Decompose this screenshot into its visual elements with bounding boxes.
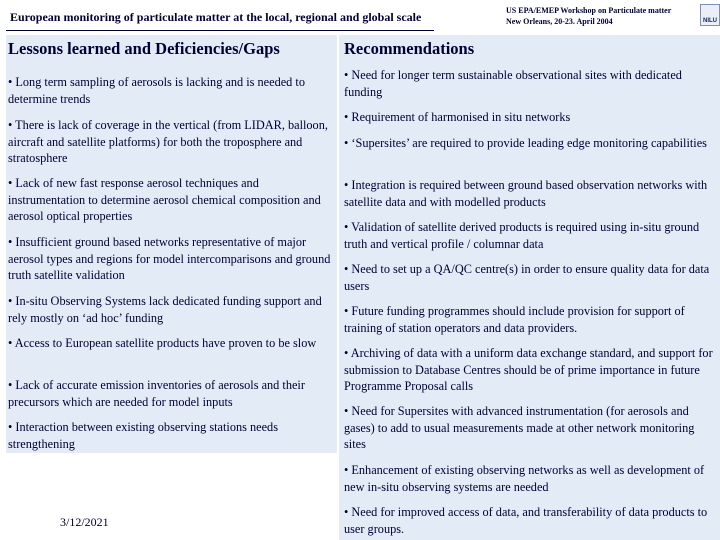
header-divider xyxy=(6,30,434,31)
conference-info xyxy=(506,5,701,27)
right-item-5: • Validation of satellite derived products is required using in-situ ground truth and vertical profile / columnar data xyxy=(344,220,700,251)
right-item-10: • Enhancement of existing observing networks as well as development of new in-situ observing systems are needed xyxy=(344,463,705,494)
right-item-2: • Requirement of harmonised in situ networks xyxy=(344,110,571,124)
right-item-7: • Future funding programmes should include provision for support of training of station operators and data providers. xyxy=(344,304,685,335)
right-item-8: • Archiving of data with a uniform data exchange standard, and support for submission to Database Centres should be of prime importance in future Programme Proposal calls xyxy=(344,346,713,393)
right-column-heading: Recommendations xyxy=(344,39,475,58)
right-item-1: • Need for longer term sustainable observational sites with dedicated funding xyxy=(344,68,682,99)
organization-logo xyxy=(700,4,720,26)
right-item-6: • Need to set up a QA/QC centre(s) in order to ensure quality data for data users xyxy=(344,262,710,293)
right-item-9: • Need for Supersites with advanced instrumentation (for aerosols and gases) to add to usual measurements made at other network monitoring sites xyxy=(344,404,695,451)
logo-text: NILU xyxy=(703,18,717,24)
left-item-3: • Lack of new fast response aerosol techniques and instrumentation to determine aerosol chemical composition and aerosol optical properties xyxy=(8,176,321,223)
left-item-6: • Access to European satellite products have proven to be slow xyxy=(8,336,317,350)
slide-date: 3/12/2021 xyxy=(60,515,109,529)
left-item-1: • Long term sampling of aerosols is lacking and is needed to determine trends xyxy=(8,75,305,106)
right-item-11: • Need for improved access of data, and transferability of data products to user groups. xyxy=(344,505,708,536)
slide-header-title: European monitoring of particulate matter at the local, regional and global scale xyxy=(10,10,422,24)
conference-name: US EPA/EMEP Workshop on Particulate matter xyxy=(506,6,672,15)
conference-location-date: New Orleans, 20-23. April 2004 xyxy=(506,17,613,26)
right-item-3: • ‘Supersites’ are required to provide leading edge monitoring capabilities xyxy=(344,136,707,150)
left-item-2: • There is lack of coverage in the vertical (from LIDAR, balloon, aircraft and satellite platforms) for both the troposphere and stratosphere xyxy=(8,118,328,165)
left-item-7: • Lack of accurate emission inventories of aerosols and their precursors which are needed for model inputs xyxy=(8,378,305,409)
left-item-4: • Insufficient ground based networks representative of major aerosol types and regions for model intercomparisons and ground truth satellite validation xyxy=(8,235,331,282)
left-column-heading: Lessons learned and Deficiencies/Gaps xyxy=(8,39,280,58)
right-item-4: • Integration is required between ground based observation networks with satellite data and with modelled products xyxy=(344,178,708,209)
left-item-8: • Interaction between existing observing stations needs strengthening xyxy=(8,420,278,451)
left-item-5: • In-situ Observing Systems lack dedicated funding support and rely mostly on ‘ad hoc’ funding xyxy=(8,294,322,325)
